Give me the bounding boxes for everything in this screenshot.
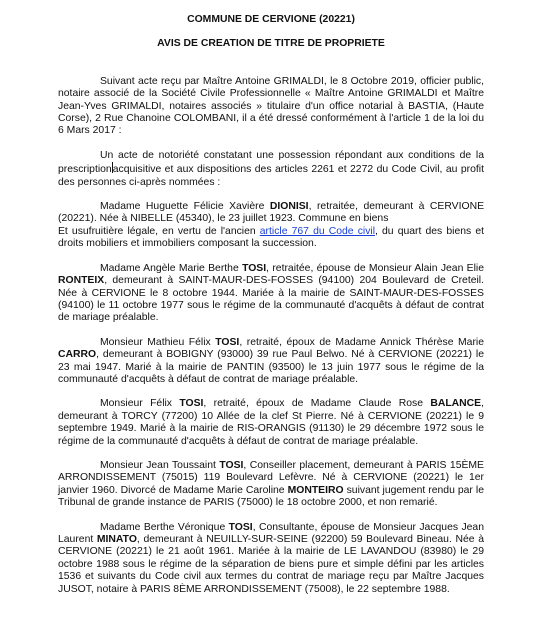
spouse-surname: RONTEIX (58, 275, 105, 287)
person-details-end: , demeurant à NEUILLY-SUR-SEINE (92200) 59 Boulevard Bineau. Née à CERVIONE (20221) le 21 août 1961. Mariée à la mairie de LE LAVANDOU (83980) le 29 octobre 1988 sous le régime de la séparation de biens pure et simple défini par les articles 1536 et suivants du Code civil aux termes du contrat de mariage reçu par Maître Jacques JUSOT, notaire à PARIS 8ÈME ARRONDISSEMENT (75008), le 22 septembre 1988. (58, 534, 484, 595)
person-paragraph (58, 263, 484, 325)
person-details: , Conseiller placement, demeurant à PARIS 15ÈME ARRONDISSEMENT (75015) 119 Boulevard Lefèvre. Né à CERVIONE (20221) le 1er janvier 1960. Divorcé de Madame Marie Caroline (58, 459, 484, 496)
notoriete-paragraph (58, 150, 484, 189)
person-paragraph (58, 522, 484, 596)
person-details: , retraitée, demeurant à CERVIONE (20221). Née à NIBELLE (45340), le 23 juillet 1923. Commune en biens (58, 201, 484, 225)
person-paragraph (58, 201, 484, 226)
spouse-surname: BALANCE (430, 398, 482, 410)
person-intro: Madame Angèle Marie Berthe (100, 262, 243, 274)
person-details: , retraitée, épouse de Monsieur Alain Jean Elie (266, 262, 484, 274)
spouse-surname: MINATO (96, 534, 137, 545)
document-subtitle: AVIS DE CREATION DE TITRE DE PROPRIETE (157, 38, 385, 50)
usufruit-text-end: , du quart des biens et droits mobiliers et immobiliers composant la succession. (58, 225, 484, 250)
person-details-end: suivant jugement rendu par le Tribunal de grande instance de PARIS (75000) le 18 octobre 2000, et non remarié. (58, 484, 484, 509)
person-intro: Monsieur Mathieu Félix (100, 336, 216, 348)
spouse-surname: MONTEIRO (287, 484, 344, 496)
notoriete-text-start: Un acte de notoriété constatant une possession répondant aux conditions de la prescription (58, 149, 484, 176)
person-intro: Monsieur Félix (100, 398, 180, 410)
person-surname: TOSI (179, 398, 204, 410)
usufruit-text-start: Et usufruitière légale, en vertu de l'ancien (58, 225, 260, 237)
person-paragraph (58, 337, 484, 387)
person-details-end: , demeurant à BOBIGNY (93000) 39 rue Paul Belwo. Né à CERVIONE (20221) le 23 mai 1947. Marié à la mairie de PANTIN (93500) le 13 juin 1977 sous le régime de la communauté d'acquêts à défaut de contrat de mariage préalable. (58, 349, 484, 385)
usufruit-paragraph (58, 226, 484, 251)
spouse-surname: CARRO (58, 349, 97, 361)
person-details-end: , demeurant à TORCY (77200) 10 Allée de la clef St Pierre. Né à CERVIONE (20221) le 9 septembre 1949. Marié à la mairie de RIS-ORANGIS (91130) le 29 décembre 1972 sous le régime de la communauté d'acquêts à défaut de contrat de mariage préalable. (58, 398, 484, 447)
person-intro: Monsieur Jean Toussaint (100, 459, 220, 471)
person-surname: TOSI (219, 459, 244, 471)
person-intro: Madame Berthe Véronique (100, 521, 229, 533)
person-surname: TOSI (228, 521, 253, 533)
intro-paragraph: Suivant acte reçu par Maître Antoine GRIMALDI, le 8 Octobre 2019, officier public, notaire associé de la Société Civile Professionnelle « Maître Antoine GRIMALDI et Maître Jean-Yves GRIMALDI, notaires associés » titulaire d'un office notarial à BASTIA, (Haute Corse), 2 Rue Chanoine COLOMBANI, il a été dressé conformément à l'article 1 de la loi du 6 Mars 2017 : (58, 75, 484, 137)
person-details: , Consultante, épouse de Monsieur Jacques Jean Laurent (58, 521, 484, 545)
person-details-end: , demeurant à SAINT-MAUR-DES-FOSSES (94100) 204 Boulevard de Creteil. Née à CERVIONE le 8 octobre 1944. Mariée à la mairie de SAINT-MAUR-DES-FOSSES (94100) le 11 octobre 1977 sous le régime de la communauté d'acquêts à défaut de contrat de mariage préalable. (58, 275, 484, 324)
document-title: COMMUNE DE CERVIONE (20221) (187, 14, 355, 25)
person-surname: TOSI (215, 336, 240, 348)
person-paragraph (58, 398, 484, 448)
person-details: , retraité, époux de Madame Annick Thérèse Marie (239, 336, 484, 348)
article-767-link[interactable]: article 767 du Code civil (259, 225, 376, 237)
notoriete-text-end: acquisitive et aux dispositions des articles 2261 et 2272 du Code Civil, au profit des personnes ci-après nommées : (58, 164, 484, 188)
person-intro: Madame Huguette Félicie Xavière (100, 201, 270, 213)
person-paragraph (58, 460, 484, 510)
person-surname: DIONISI (269, 201, 309, 213)
person-details: , retraité, époux de Madame Claude Rose (203, 398, 431, 410)
person-surname: TOSI (242, 262, 267, 274)
